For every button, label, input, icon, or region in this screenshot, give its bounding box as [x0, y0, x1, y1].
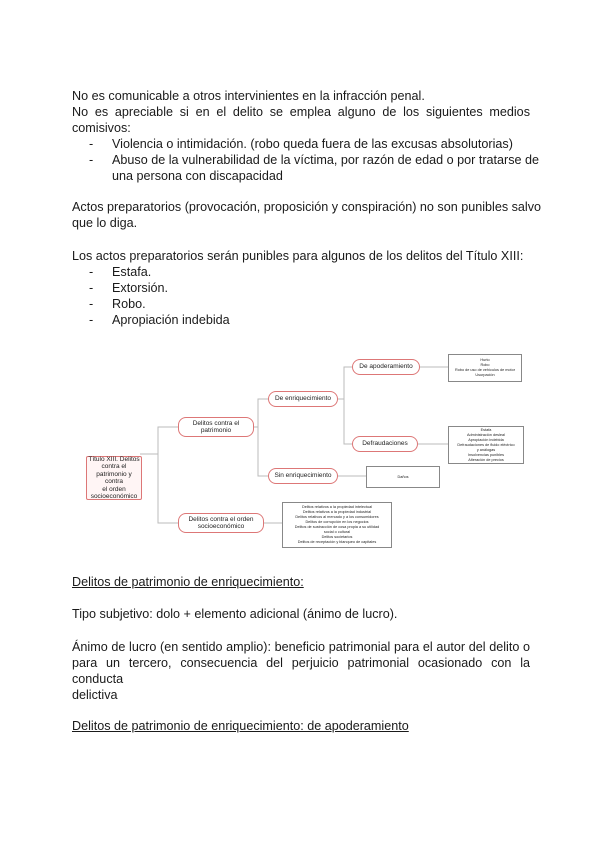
intro-paragraph — [72, 88, 530, 136]
node-text: socioeconómico — [197, 523, 245, 530]
list-text: Delitos de receptación y blanqueo de capitales — [297, 540, 377, 544]
intro-line: No es apreciable si en el delito se emplea alguno de los siguientes medios — [72, 105, 530, 119]
node-text: Delitos contra el — [192, 419, 240, 427]
node-text: Título XIII. Delitos — [88, 455, 140, 463]
section-heading — [72, 718, 530, 734]
actos-paragraph — [72, 199, 542, 231]
diagram-list-sin-enriquecimiento — [366, 466, 440, 488]
list-text: Estafa — [480, 427, 492, 432]
list-text: y análogas — [476, 447, 496, 452]
list-text: Delitos de corrupción en los negocios — [305, 520, 369, 524]
node-text: De apoderamiento — [359, 363, 413, 371]
list-text: Usurpación — [475, 373, 495, 377]
mindmap-diagram — [80, 348, 540, 560]
list-text: Delitos relativos a la propiedad intelectual — [301, 505, 373, 509]
diagram-node-defraudaciones — [352, 436, 418, 452]
bullet-dash: - — [89, 281, 94, 295]
bullet-dash: - — [89, 313, 94, 327]
diagram-list-apoderamiento — [448, 354, 522, 382]
bullet-text: Apropiación indebida — [112, 313, 230, 327]
animo-lucro-paragraph — [72, 639, 530, 703]
node-text: Sin enriquecimiento — [274, 472, 332, 480]
node-text: De enriquecimiento — [274, 395, 331, 403]
list-text: Apropiación indebida — [468, 437, 504, 442]
diagram-node-patrimonio — [178, 417, 254, 437]
section-heading-text: Delitos de patrimonio de enriquecimiento: de apoderamiento — [72, 719, 409, 733]
list-text: Delitos societarios — [321, 535, 353, 539]
diagram-node-apoderamiento — [352, 359, 420, 375]
node-text: socioeconómico — [90, 493, 138, 500]
bullet-text: Extorsión. — [112, 281, 168, 295]
node-text: patrimonio y contra — [96, 470, 132, 485]
list-text: Hurto — [480, 358, 490, 362]
bullet-dash: - — [89, 265, 94, 279]
list-text: Administración desleal — [467, 432, 505, 437]
list-text: Delitos relativos a la propiedad industrial — [302, 510, 372, 514]
intro-line: comisivos: — [72, 121, 131, 135]
section-heading-text: Delitos de patrimonio de enriquecimiento: — [72, 575, 304, 589]
bullet-text: Robo. — [112, 297, 146, 311]
bullet-dash: - — [89, 297, 94, 311]
paragraph-text: Tipo subjetivo: dolo + elemento adicional (ánimo de lucro). — [72, 607, 398, 621]
diagram-node-enriquecimiento — [268, 391, 338, 407]
list-text: Daños — [397, 474, 409, 479]
list-text: social o cultural — [323, 530, 351, 534]
actos-line: que lo diga. — [72, 216, 138, 230]
actos-line: Actos preparatorios (provocación, proposición y conspiración) no son punibles salvo — [72, 200, 542, 214]
paragraph-line: delictiva — [72, 688, 118, 702]
intro-line: No es comunicable a otros intervinientes en la infracción penal. — [72, 89, 425, 103]
list-text: Insolvencias punibles — [467, 452, 505, 457]
bullet-text: Estafa. — [112, 265, 152, 279]
node-text: el orden — [102, 485, 126, 493]
paragraph-line: para un tercero, consecuencia del perjuicio patrimonial ocasionado con la conducta — [72, 656, 530, 686]
diagram-node-orden — [178, 513, 264, 533]
node-text: Delitos contra el orden — [188, 515, 254, 523]
diagram-root-node — [86, 456, 142, 500]
bullet-text: una persona con discapacidad — [112, 169, 283, 183]
bullet-text: Abuso de la vulnerabilidad de la víctima, por razón de edad o por tratarse de — [112, 153, 540, 167]
punibles-intro — [72, 248, 530, 264]
bullet-text: Violencia o intimidación. (robo queda fuera de las excusas absolutorias) — [112, 137, 513, 151]
node-text: contra el — [101, 463, 127, 470]
list-text: Delitos de sustracción de cosa propia a su utilidad — [294, 525, 380, 529]
list-text: Robo de uso de vehículos de motor — [455, 368, 515, 372]
list-text: Defraudaciones de fluido eléctrico — [457, 442, 515, 447]
diagram-list-orden — [282, 502, 392, 548]
list-text: Alteración de precios — [468, 457, 504, 462]
list-text: Robo — [480, 363, 490, 367]
punibles-intro-text: Los actos preparatorios serán punibles para algunos de los delitos del Título XIII: — [72, 249, 524, 263]
section-heading — [72, 574, 530, 590]
list-text: Delitos relativos al mercado y a los consumidores — [295, 515, 379, 519]
node-text: Defraudaciones — [362, 440, 408, 448]
diagram-node-sin-enriquecimiento — [268, 468, 338, 484]
node-text: patrimonio — [200, 427, 232, 434]
bullet-dash: - — [89, 137, 94, 151]
diagram-list-defraudaciones — [448, 426, 524, 464]
tipo-subjetivo-paragraph — [72, 606, 530, 622]
paragraph-line: Ánimo de lucro (en sentido amplio): beneficio patrimonial para el autor del delito o — [72, 640, 530, 654]
bullet-dash: - — [89, 153, 94, 167]
